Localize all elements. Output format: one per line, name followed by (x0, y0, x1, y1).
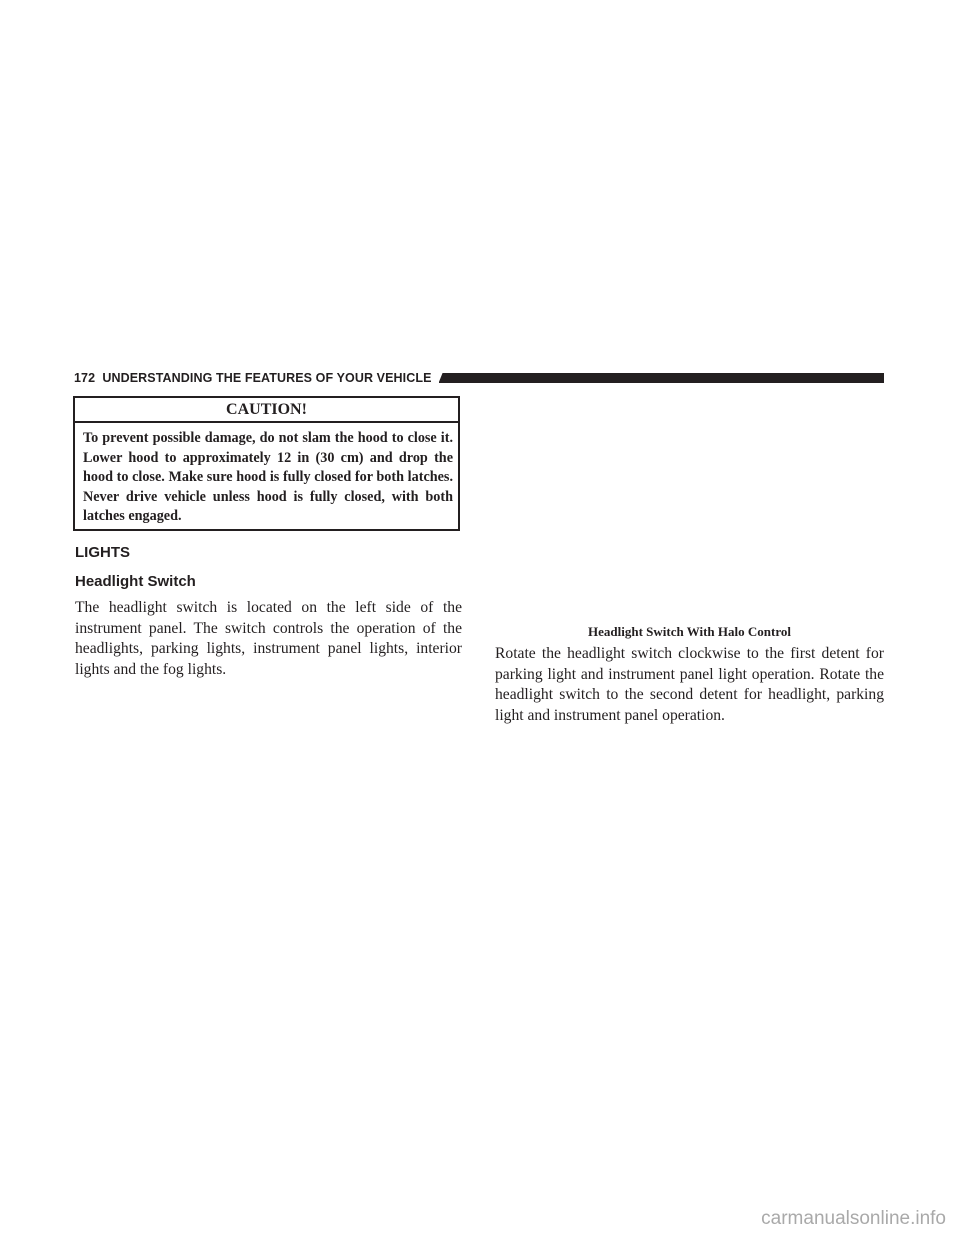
header-rule (439, 373, 884, 383)
caution-box (73, 396, 460, 531)
section-title: UNDERSTANDING THE FEATURES OF YOUR VEHICLE (102, 371, 432, 385)
headlight-switch-paragraph: The headlight switch is located on the left side of the instrument panel. The switch controls the operation of the headlights, parking lights, instrument panel lights, interior lights and the fog lights. (75, 599, 462, 679)
caution-title: CAUTION! (75, 398, 458, 423)
page-number: 172 (74, 371, 96, 385)
rotate-switch-paragraph: Rotate the headlight switch clockwise to the first detent for parking light and instrument panel light operation. Rotate the headlight switch to the second detent for headlight, parking light and instrument panel operation. (495, 645, 884, 725)
watermark: carmanualsonline.info (761, 1208, 946, 1229)
section-heading: LIGHTS (75, 544, 130, 561)
page-header (74, 371, 884, 385)
figure-area (495, 396, 884, 618)
caution-body: To prevent possible damage, do not slam the hood to close it. Lower hood to approximately 12 in (30 cm) and drop the hood to close. Make sure hood is fully closed for both latches. Never drive vehicle unless hood is fully closed, with both latches engaged. (83, 430, 453, 524)
page-header-text (74, 371, 432, 385)
subsection-heading: Headlight Switch (75, 573, 196, 590)
figure-caption: Headlight Switch With Halo Control (588, 624, 791, 639)
